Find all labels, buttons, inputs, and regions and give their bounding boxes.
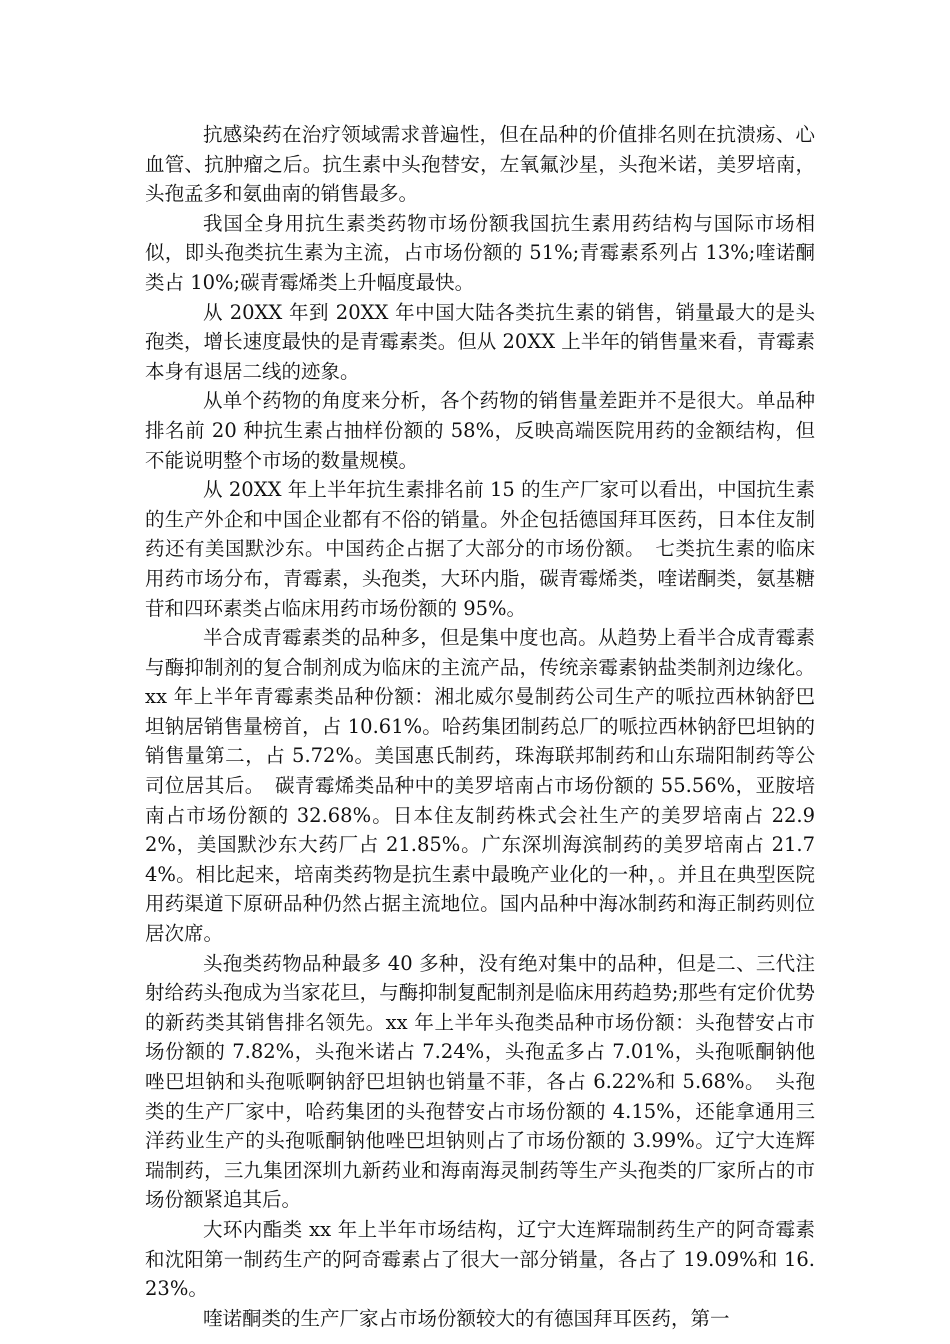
paragraph: 大环内酯类 xx 年上半年市场结构，辽宁大连辉瑞制药生产的阿奇霉素和沈阳第一制药生产的阿奇霉素占了很大一部分销量，各占了 19.09%和 16.23%。 (145, 1217, 815, 1301)
paragraph: 我国全身用抗生素类药物市场份额我国抗生素用药结构与国际市场相似，即头孢类抗生素为主流，占市场份额的 51%;青霉素系列占 13%;喹诺酮类占 10%;碳青霉烯类上升幅度最快。 (145, 211, 815, 294)
document-body (145, 120, 815, 1333)
paragraph: 半合成青霉素类的品种多，但是集中度也高。从趋势上看半合成青霉素与酶抑制剂的复合制剂成为临床的主流产品，传统亲霉素钠盐类制剂边缘化。xx 年上半年青霉素类品种份额：湘北威尔曼制药公司生产的哌拉西林钠舒巴坦钠居销售量榜首，占 10.61%。哈药集团制药总厂的哌拉西林钠舒巴坦钠的销售量第二，占 5.72%。美国惠氏制药，珠海联邦制药和山东瑞阳制药等公司位居其后。 碳青霉烯类品种中的美罗培南占市场份额的 55.56%，亚胺培南占市场份额的 32.68%。日本住友制药株式会社生产的美罗培南占 22.92%，美国默沙东大药厂占 21.85%。广东深圳海滨制药的美罗培南占 21.74%。相比起来，培南类药物是抗生素中最晚产业化的一种，。并且在典型医院用药渠道下原研品种仍然占据主流地位。国内品种中海冰制药和海正制药则位居次席。 (145, 626, 815, 946)
paragraph: 从 20XX 年到 20XX 年中国大陆各类抗生素的销售，销量最大的是头孢类，增长速度最快的是青霉素类。但从 20XX 上半年的销售量来看，青霉素本身有退居二线的迹象。 (145, 300, 815, 383)
paragraph: 抗感染药在治疗领域需求普遍性，但在品种的价值排名则在抗溃疡、心血管、抗肿瘤之后。抗生素中头孢替安，左氧氟沙星，头孢米诺，美罗培南，头孢孟多和氨曲南的销售最多。 (145, 123, 815, 206)
paragraph: 从 20XX 年上半年抗生素排名前 15 的生产厂家可以看出，中国抗生素的生产外企和中国企业都有不俗的销量。外企包括德国拜耳医药，日本住友制药还有美国默沙东。中国药企占据了大部分的市场份额。 七类抗生素的临床用药市场分布，青霉素，头孢类，大环内脂，碳青霉烯类，喹诺酮类，氨基糖苷和四环素类占临床用药市场份额的 95%。 (145, 478, 815, 620)
paragraph: 喹诺酮类的生产厂家占市场份额较大的有德国拜耳医药，第一 (203, 1306, 730, 1330)
paragraph: 头孢类药物品种最多 40 多种，没有绝对集中的品种，但是二、三代注射给药头孢成为当家花旦，与酶抑制复配制剂是临床用药趋势;那些有定价优势的新药类其销售排名领先。xx 年上半年头孢类品种市场份额：头孢替安占市场份额的 7.82%，头孢米诺占 7.24%，头孢孟多占 7.01%，头孢哌酮钠他唑巴坦钠和头孢哌啊钠舒巴坦钠也销量不菲，各占 6.22%和 5.68%。 头孢类的生产厂家中，哈药集团的头孢替安占市场份额的 4.15%，还能拿通用三洋药业生产的头孢哌酮钠他唑巴坦钠则占了市场份额的 3.99%。辽宁大连辉瑞制药，三九集团深圳九新药业和海南海灵制药等生产头孢类的厂家所占的市场份额紧追其后。 (145, 951, 815, 1212)
paragraph: 从单个药物的角度来分析，各个药物的销售量差距并不是很大。单品种排名前 20 种抗生素占抽样份额的 58%，反映高端医院用药的金额结构，但不能说明整个市场的数量规模。 (145, 389, 815, 472)
